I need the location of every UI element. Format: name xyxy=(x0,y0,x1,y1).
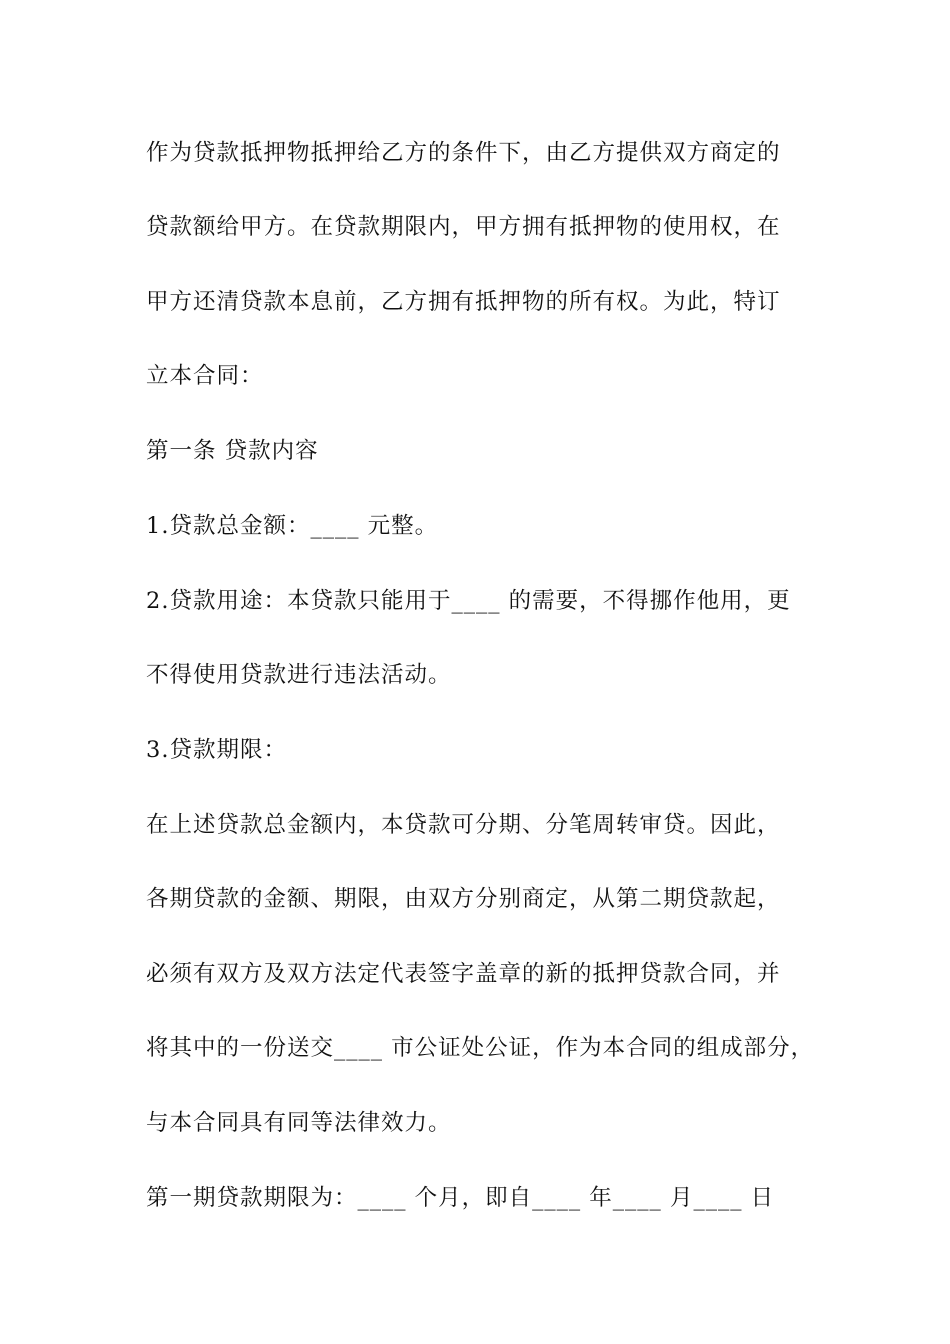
paragraph-line: 甲方还清贷款本息前，乙方拥有抵押物的所有权。为此，特订 xyxy=(146,289,781,315)
paragraph-line: 不得使用贷款进行违法活动。 xyxy=(146,662,452,688)
paragraph-line: 将其中的一份送交____ 市公证处公证，作为本合同的组成部分， xyxy=(146,1035,815,1061)
paragraph-line: 各期贷款的金额、期限，由双方分别商定，从第二期贷款起， xyxy=(146,886,781,912)
paragraph-line: 与本合同具有同等法律效力。 xyxy=(146,1110,452,1136)
paragraph-line: 贷款额给甲方。在贷款期限内，甲方拥有抵押物的使用权，在 xyxy=(146,214,781,240)
clause-item: 1.贷款总金额：____ 元整。 xyxy=(146,513,439,539)
clause-item: 2.贷款用途：本贷款只能用于____ 的需要，不得挪作他用，更 xyxy=(146,588,791,614)
section-heading: 第一条 贷款内容 xyxy=(146,438,319,464)
paragraph-line: 作为贷款抵押物抵押给乙方的条件下，由乙方提供双方商定的 xyxy=(146,140,781,166)
paragraph-line: 第一期贷款期限为：____ 个月，即自____ 年____ 月____ 日 xyxy=(146,1185,775,1211)
clause-item: 3.贷款期限： xyxy=(146,737,287,763)
paragraph-line: 必须有双方及双方法定代表签字盖章的新的抵押贷款合同，并 xyxy=(146,961,781,987)
paragraph-line: 立本合同： xyxy=(146,363,264,389)
paragraph-line: 在上述贷款总金额内，本贷款可分期、分笔周转审贷。因此， xyxy=(146,812,781,838)
